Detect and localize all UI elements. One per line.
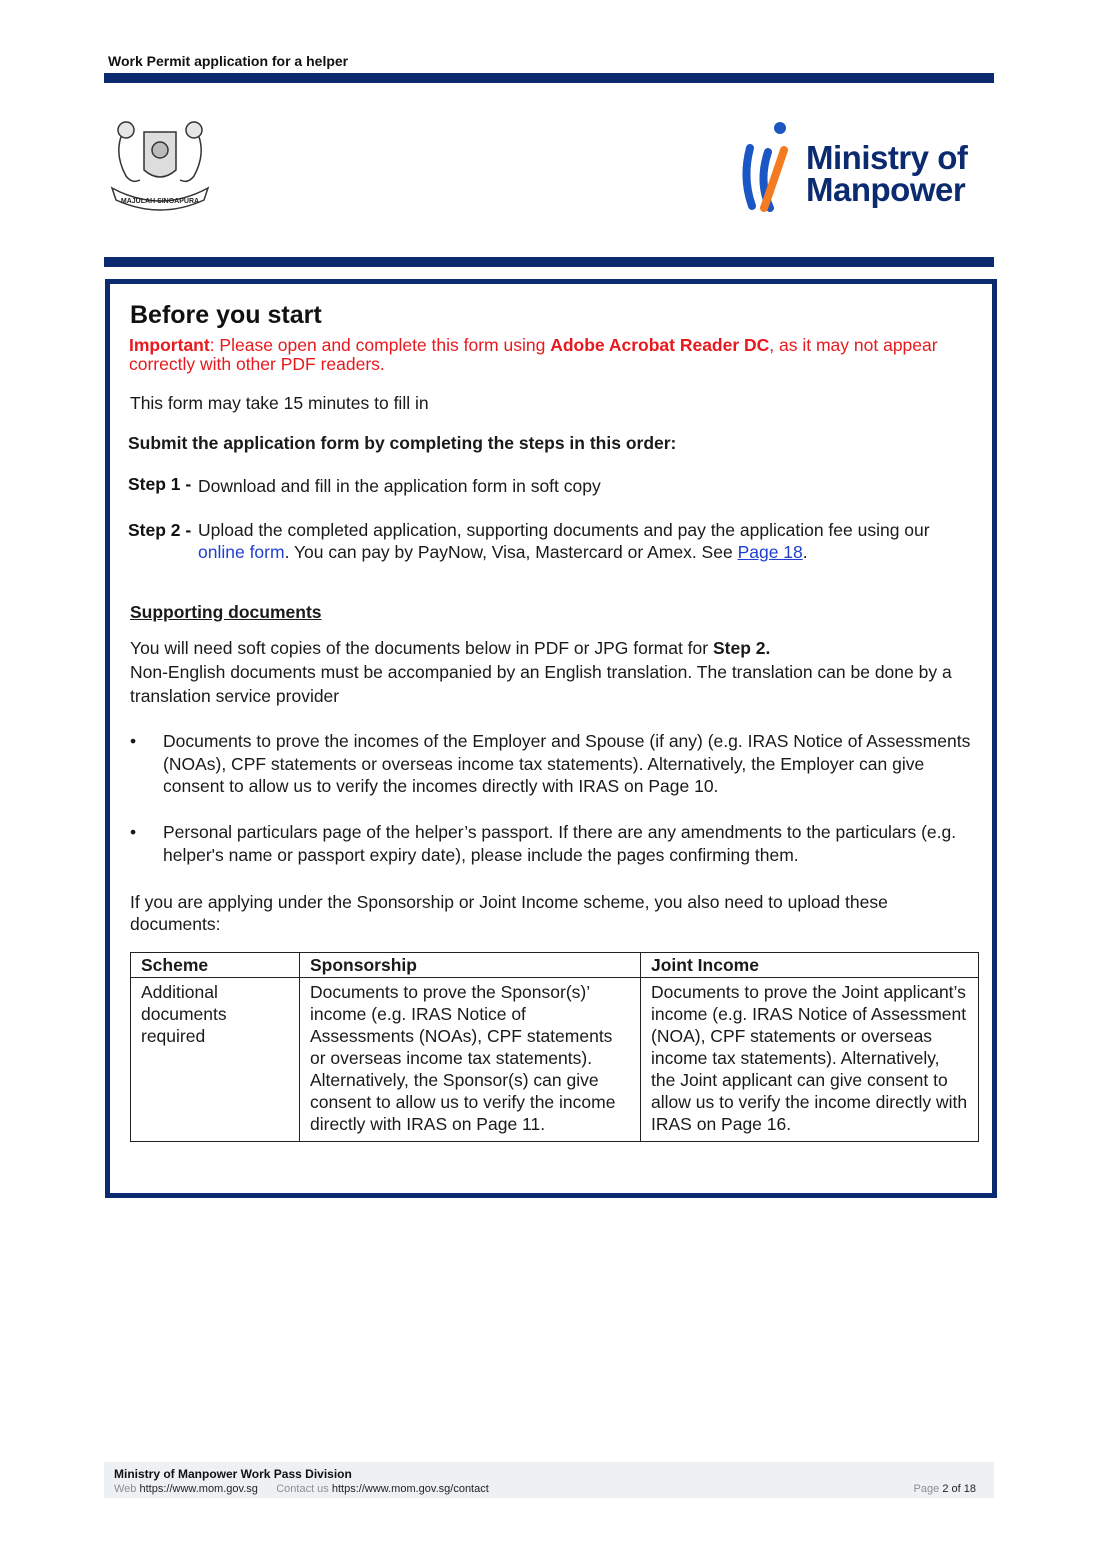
table-header-sponsorship: Sponsorship <box>300 953 641 978</box>
important-notice: Important: Please open and complete this form using Adobe Acrobat Reader DC, as it may not appear correctly with other PDF readers. <box>129 335 938 374</box>
section-rule <box>104 257 994 267</box>
footer-contact-info: Web https://www.mom.gov.sg Contact us https://www.mom.gov.sg/contact <box>114 1483 489 1495</box>
supporting-intro: You will need soft copies of the documents below in PDF or JPG format for Step 2. Non-English documents must be accompanied by an English translation. The translation can be done by a translation service provider <box>130 638 952 706</box>
step-1-text: Download and fill in the application form in soft copy <box>198 476 601 496</box>
scheme-intro: If you are applying under the Sponsorship or Joint Income scheme, you also need to upload these documents: <box>130 892 888 934</box>
table-header-row <box>131 953 979 978</box>
crest-motto: MAJULAH SINGAPURA <box>120 198 200 205</box>
step-2-label: Step 2 - <box>128 520 192 540</box>
step-2-text: Upload the completed application, supporting documents and pay the application fee using our online form. You can pay by PayNow, Visa, Mastercard or Amex. See Page 18. <box>198 520 930 562</box>
table-row <box>131 978 979 1142</box>
section-heading: Before you start <box>130 301 322 329</box>
submit-steps-heading: Submit the application form by completing the steps in this order: <box>128 433 677 453</box>
footer-organisation: Ministry of Manpower Work Pass Division <box>114 1467 352 1481</box>
table-cell-sponsorship: Documents to prove the Sponsor(s)’ income (e.g. IRAS Notice of Assessments (NOAs), CPF statements or overseas income tax statements). Alternatively, the Sponsor(s) can give consent to allow us to verify the income directly with IRAS on Page 11. <box>300 978 641 1142</box>
table-cell-scheme: Additional documents required <box>131 978 300 1142</box>
mom-logo-line2: Manpower <box>806 171 966 208</box>
table-cell-joint-income: Documents to prove the Joint applicant’s income (e.g. IRAS Notice of Assessment (NOA), CPF statements or overseas income tax statements). Alternatively, the Joint applicant can give consent to allow us to verify the income directly with IRAS on Page 16. <box>641 978 979 1142</box>
bullet-icon: • <box>130 822 137 842</box>
before-you-start-box <box>105 279 997 1198</box>
list-item: • Documents to prove the incomes of the Employer and Spouse (if any) (e.g. IRAS Notice of Assessments (NOAs), CPF statements or overseas income tax statements). Alternatively, the Employer can give consent to allow us to verify the incomes directly with IRAS on Page 10. <box>130 731 971 796</box>
mom-brand-mark-icon <box>740 118 804 214</box>
mom-logo-line1: Ministry of <box>806 139 968 176</box>
footer-web-link[interactable]: https://www.mom.gov.sg <box>139 1483 258 1495</box>
page-18-link[interactable]: Page 18 <box>737 542 803 562</box>
duration-note: This form may take 15 minutes to fill in <box>130 393 429 413</box>
supporting-documents-heading: Supporting documents <box>130 602 322 622</box>
page-number: Page 2 of 18 <box>913 1483 976 1495</box>
table-header-scheme: Scheme <box>131 953 300 978</box>
header-rule <box>104 73 994 83</box>
footer-contact-link[interactable]: https://www.mom.gov.sg/contact <box>331 1483 489 1495</box>
document-header-title: Work Permit application for a helper <box>108 53 349 69</box>
bullet-icon: • <box>130 731 137 751</box>
table-header-joint-income: Joint Income <box>641 953 979 978</box>
list-item: • Personal particulars page of the helper’s passport. If there are any amendments to the particulars (e.g. helper's name or passport expiry date), please include the pages confirming them. <box>130 822 957 865</box>
singapore-crest-logo <box>104 114 216 214</box>
online-form-link[interactable]: online form <box>198 542 285 562</box>
step-1-label: Step 1 - <box>128 474 192 494</box>
scheme-documents-table <box>130 952 979 1142</box>
page-footer <box>104 1462 994 1498</box>
ministry-of-manpower-logo <box>720 100 992 230</box>
